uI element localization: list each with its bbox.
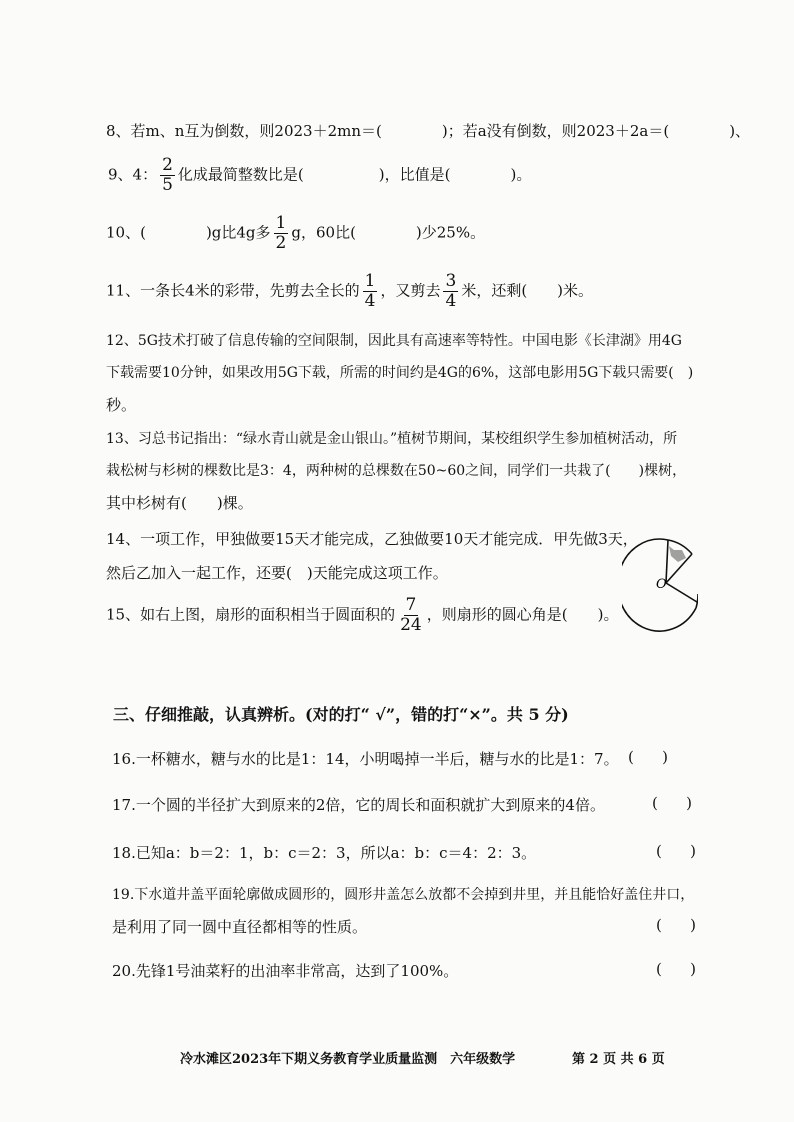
paren-close: ) — [690, 960, 696, 978]
q15-prefix: 15、如右上图，扇形的面积相当于圆面积的 — [106, 605, 396, 624]
question-13-line-2: 栽松树与杉树的棵数比是3：4，两种树的总棵数在50~60之间，同学们一共栽了( )棵树， — [106, 463, 687, 479]
question-12-line-1: 12、5G技术打破了信息传输的空间限制，因此具有高速率等特性。中国电影《长津湖》用4G — [106, 333, 682, 349]
q11-frac2-den: 4 — [445, 291, 457, 311]
section-3-title: 三、仔细推敲，认真辨析。(对的打“ √”，错的打“×”。共 5 分) — [113, 705, 569, 724]
judgement-19-line-2: 是利用了同一圆中直径都相等的性质。 — [112, 918, 368, 936]
answer-paren-16 — [628, 748, 668, 766]
q9-fraction — [160, 156, 175, 195]
q11-fraction-2 — [443, 272, 458, 311]
q11-frac2-num: 3 — [445, 271, 457, 291]
answer-paren-20 — [656, 960, 696, 978]
question-13-line-1: 13、习总书记指出：“绿水青山就是金山银山。”植树节期间，某校组织学生参加植树活动，所 — [106, 431, 678, 447]
paren-open: ( — [628, 748, 634, 766]
question-10 — [106, 214, 485, 253]
answer-paren-18 — [656, 842, 696, 860]
paren-open: ( — [656, 960, 662, 978]
sector-figure — [622, 528, 698, 636]
q15-fraction — [398, 596, 424, 635]
judgement-17: 17.一个圆的半径扩大到原来的2倍，它的周长和面积就扩大到原来的4倍。 — [112, 796, 605, 814]
question-15 — [106, 596, 618, 635]
q10-fraction — [274, 214, 289, 253]
q11-frac1-num: 1 — [364, 271, 376, 291]
footer-exam-title: 冷水滩区2023年下期义务教育学业质量监测 六年级数学 — [180, 1052, 516, 1067]
paren-close: ) — [690, 842, 696, 860]
paren-close: ) — [662, 748, 668, 766]
q15-suffix: ，则扇形的圆心角是( )。 — [426, 605, 619, 624]
question-8: 8、若m、n互为倒数，则2023＋2mn＝( )；若a没有倒数，则2023＋2a＝( )、 — [106, 122, 751, 140]
q9-frac-num: 2 — [162, 155, 173, 175]
question-14-line-1: 14、一项工作，甲独做要15天才能完成，乙独做要10天才能完成．甲先做3天， — [106, 530, 638, 548]
answer-paren-19 — [656, 916, 696, 934]
question-11 — [106, 272, 593, 311]
shaded-sector — [669, 546, 686, 562]
center-label: O — [656, 577, 667, 592]
judgement-20: 20.先锋1号油菜籽的出油率非常高，达到了100%。 — [112, 962, 459, 980]
q15-frac-num: 7 — [405, 595, 417, 615]
q11-suffix: 米，还剩( )米。 — [461, 281, 594, 300]
judgement-19-line-1: 19.下水道井盖平面轮廓做成圆形的，圆形井盖怎么放都不会掉到井里，并且能恰好盖住井口， — [112, 887, 695, 903]
paren-open: ( — [652, 794, 658, 812]
question-14-line-2: 然后乙加入一起工作，还要( )天能完成这项工作。 — [106, 564, 448, 582]
judgement-18: 18.已知a：b＝2：1，b：c＝2：3，所以a：b：c＝4：2：3。 — [112, 844, 537, 862]
q11-fraction-1 — [363, 272, 378, 311]
q10-prefix: 10、( )g比4g多 — [106, 223, 271, 242]
q11-middle: ，又剪去 — [380, 281, 441, 300]
question-12-line-2: 下载需要10分钟，如果改用5G下载，所需的时间约是4G的6%，这部电影用5G下载只需要( ) — [106, 365, 694, 381]
paren-close: ) — [690, 916, 696, 934]
q10-frac-num: 1 — [275, 213, 287, 233]
question-9 — [108, 156, 531, 195]
q9-suffix: 化成最简整数比是( )，比值是( )。 — [177, 165, 532, 184]
footer-page-number: 第 2 页 共 6 页 — [572, 1052, 665, 1067]
judgement-16: 16.一杯糖水，糖与水的比是1：14，小明喝掉一半后，糖与水的比是1：7。 — [112, 750, 619, 768]
paren-open: ( — [656, 916, 662, 934]
q10-frac-den: 2 — [275, 233, 287, 253]
q11-prefix: 11、一条长4米的彩带，先剪去全长的 — [106, 281, 360, 300]
paren-open: ( — [656, 842, 662, 860]
q11-frac1-den: 4 — [364, 291, 376, 311]
radius-line-3 — [666, 583, 697, 602]
q10-suffix: g，60比( )少25%。 — [291, 223, 486, 242]
paren-close: ) — [686, 794, 692, 812]
q15-frac-den: 24 — [400, 615, 422, 635]
q9-frac-den: 5 — [162, 175, 173, 195]
question-13-line-3: 其中杉树有( )棵。 — [106, 494, 253, 512]
answer-paren-17 — [652, 794, 692, 812]
q9-prefix: 9、4： — [108, 165, 158, 184]
question-12-line-3: 秒。 — [106, 396, 137, 414]
